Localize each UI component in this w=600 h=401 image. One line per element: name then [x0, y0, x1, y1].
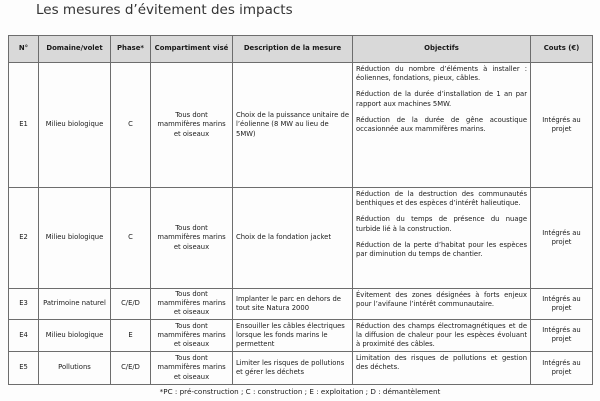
cell-phase: E [111, 319, 151, 352]
cell-objectifs [353, 63, 531, 188]
cell-num: E3 [9, 289, 39, 320]
cell-description: Implanter le parc en dehors de tout site Natura 2000 [233, 289, 353, 320]
cell-phase: C/E/D [111, 289, 151, 320]
cell-domaine: Milieu biologique [39, 188, 111, 289]
header-description: Description de la mesure [233, 36, 353, 63]
objectif-text: Réduction de la durée d’installation de 1 an par rapport aux machines 5MW. [356, 90, 527, 108]
cell-description: Limiter les risques de pollutions et gérer les déchets [233, 352, 353, 385]
cell-phase: C/E/D [111, 352, 151, 385]
objectif-text: Réduction de la perte d’habitat pour les espèces par diminution du temps de chantier. [356, 240, 527, 258]
cell-objectifs [353, 352, 531, 385]
objectif-text: Réduction du temps de présence du nuage turbide lié à la construction. [356, 215, 527, 233]
phase-footnote: *PC : pré-construction ; C : construction ; E : exploitation ; D : démantèlement [159, 387, 441, 396]
cell-num: E4 [9, 319, 39, 352]
table-row [9, 289, 593, 320]
table-header-row [9, 36, 593, 63]
cell-couts: Intégrés au projet [531, 63, 593, 188]
cell-couts: Intégrés au projet [531, 352, 593, 385]
cell-compartiment: Tous dont mammifères marins et oiseaux [151, 319, 233, 352]
cell-domaine: Milieu biologique [39, 319, 111, 352]
cell-domaine: Milieu biologique [39, 63, 111, 188]
page-title: Les mesures d’évitement des impacts [36, 2, 293, 18]
table-row [9, 352, 593, 385]
table-row [9, 63, 593, 188]
cell-domaine: Pollutions [39, 352, 111, 385]
cell-compartiment: Tous dont mammifères marins et oiseaux [151, 289, 233, 320]
cell-couts: Intégrés au projet [531, 188, 593, 289]
cell-description: Choix de la puissance unitaire de l’éolienne (8 MW au lieu de 5MW) [233, 63, 353, 188]
cell-objectifs [353, 289, 531, 320]
cell-compartiment: Tous dont mammifères marins et oiseaux [151, 63, 233, 188]
impact-measures-table [8, 35, 593, 385]
cell-compartiment: Tous dont mammifères marins et oiseaux [151, 188, 233, 289]
cell-compartiment: Tous dont mammifères marins et oiseaux [151, 352, 233, 385]
header-compartiment: Compartiment visé [151, 36, 233, 63]
objectif-text: Réduction de la durée de gêne acoustique occasionnée aux mammifères marins. [356, 115, 527, 133]
objectif-text: Évitement des zones désignées à forts enjeux pour l’avifaune l’intérêt communautaire. [356, 291, 527, 309]
cell-description: Choix de la fondation jacket [233, 188, 353, 289]
objectif-text: Réduction du nombre d’éléments à installer : éoliennes, fondations, pieux, câbles. [356, 65, 527, 83]
cell-couts: Intégrés au projet [531, 289, 593, 320]
header-phase: Phase* [111, 36, 151, 63]
cell-num: E1 [9, 63, 39, 188]
objectif-text: Réduction des champs électromagnétiques et de la diffusion de chaleur pour les espèces évoluant à proximité des câbles. [356, 321, 527, 348]
objectif-text: Limitation des risques de pollutions et gestion des déchets. [356, 354, 527, 372]
cell-objectifs [353, 188, 531, 289]
cell-couts: Intégrés au projet [531, 319, 593, 352]
cell-objectifs [353, 319, 531, 352]
header-objectifs: Objectifs [353, 36, 531, 63]
cell-num: E2 [9, 188, 39, 289]
cell-phase: C [111, 63, 151, 188]
table-row [9, 188, 593, 289]
header-num: N° [9, 36, 39, 63]
cell-phase: C [111, 188, 151, 289]
cell-domaine: Patrimoine naturel [39, 289, 111, 320]
header-domaine: Domaine/volet [39, 36, 111, 63]
cell-num: E5 [9, 352, 39, 385]
header-couts: Couts (€) [531, 36, 593, 63]
table-row [9, 319, 593, 352]
objectif-text: Réduction de la destruction des communautés benthiques et des espèces d’intérêt halieutique. [356, 190, 527, 208]
cell-description: Ensouiller les câbles électriques lorsque les fonds marins le permettent [233, 319, 353, 352]
